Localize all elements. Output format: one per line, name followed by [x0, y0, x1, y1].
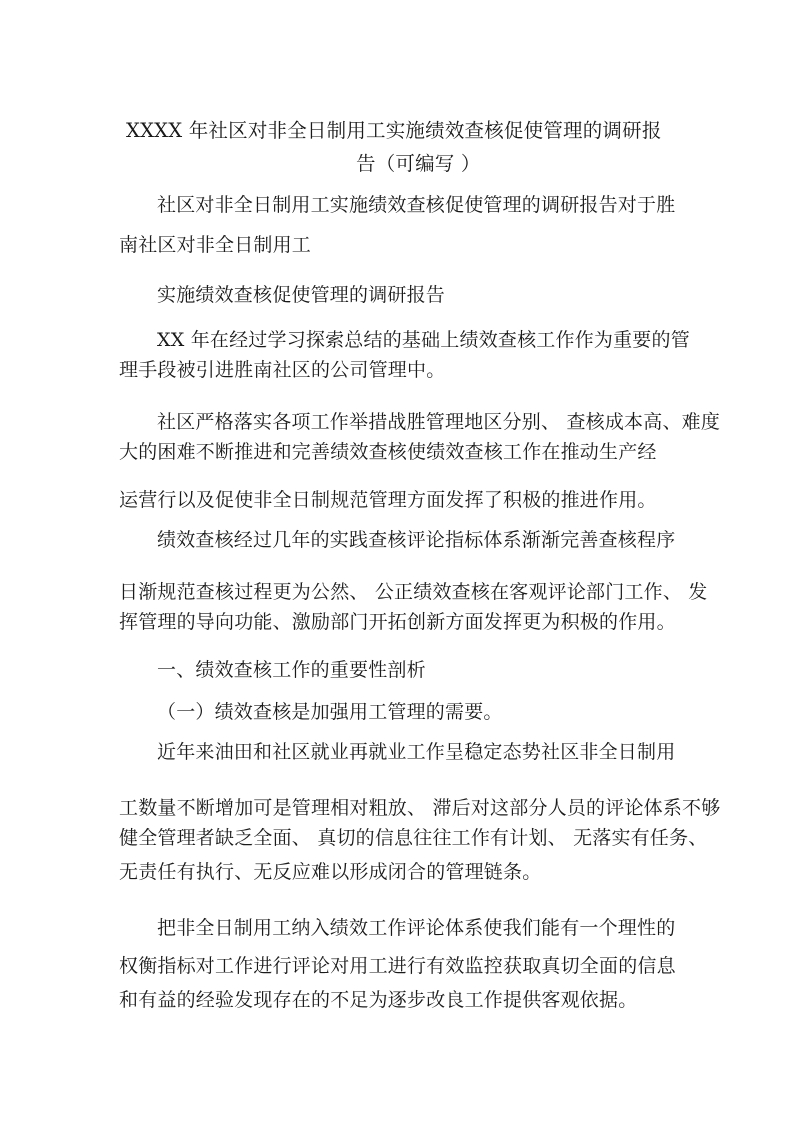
paragraph-line: 无责任有执行、无反应难以形成闭合的管理链条。 — [119, 861, 542, 883]
paragraph-line: 绩效查核经过几年的实践查核评论指标体系渐渐完善查核程序 — [157, 529, 676, 551]
paragraph-line: 健全管理者缺乏全面、 真切的信息往往工作有计划、 无落实有任务、 — [119, 827, 708, 849]
paragraph-line: 社区严格落实各项工作举措战胜管理地区分别、 查核成本高、难度 — [157, 411, 721, 433]
section-heading: 一、绩效查核工作的重要性剖析 — [157, 659, 426, 681]
subsection-heading: （一）绩效查核是加强用工管理的需要。 — [157, 701, 503, 723]
paragraph-line: 日渐规范查核过程更为公然、 公正绩效查核在客观评论部门工作、 发 — [119, 581, 708, 603]
paragraph-line: 工数量不断增加可是管理相对粗放、 滞后对这部分人员的评论体系不够 — [119, 797, 721, 819]
paragraph-line: 把非全日制用工纳入绩效工作评论体系使我们能有一个理性的 — [157, 917, 676, 939]
paragraph-line: 近年来油田和社区就业再就业工作呈稳定态势社区非全日制用 — [157, 741, 676, 763]
document-title-line-2: 告（可编写 ） — [356, 152, 481, 175]
paragraph-line: 南社区对非全日制用工 — [119, 234, 312, 256]
paragraph-line: 大的困难不断推进和完善绩效查核使绩效查核工作在推动生产经 — [119, 441, 657, 463]
paragraph-line: XX 年在经过学习探索总结的基础上绩效查核工作作为重要的管 — [157, 329, 690, 351]
paragraph-line: 和有益的经验发现存在的不足为逐步改良工作提供客观依据。 — [119, 989, 638, 1011]
paragraph-line: 挥管理的导向功能、激励部门开拓创新方面发挥更为积极的作用。 — [119, 611, 676, 633]
document-title-line-1: XXXX 年社区对非全日制用工实施绩效查核促使管理的调研报 — [126, 119, 662, 142]
paragraph-line: 社区对非全日制用工实施绩效查核促使管理的调研报告对于胜 — [157, 194, 676, 216]
paragraph-line: 权衡指标对工作进行评论对用工进行有效监控获取真切全面的信息 — [119, 955, 676, 977]
paragraph-line: 理手段被引进胜南社区的公司管理中。 — [119, 359, 446, 381]
paragraph-line: 实施绩效查核促使管理的调研报告 — [157, 284, 446, 306]
paragraph-line: 运营行以及促使非全日制规范管理方面发挥了积极的推进作用。 — [119, 489, 657, 511]
